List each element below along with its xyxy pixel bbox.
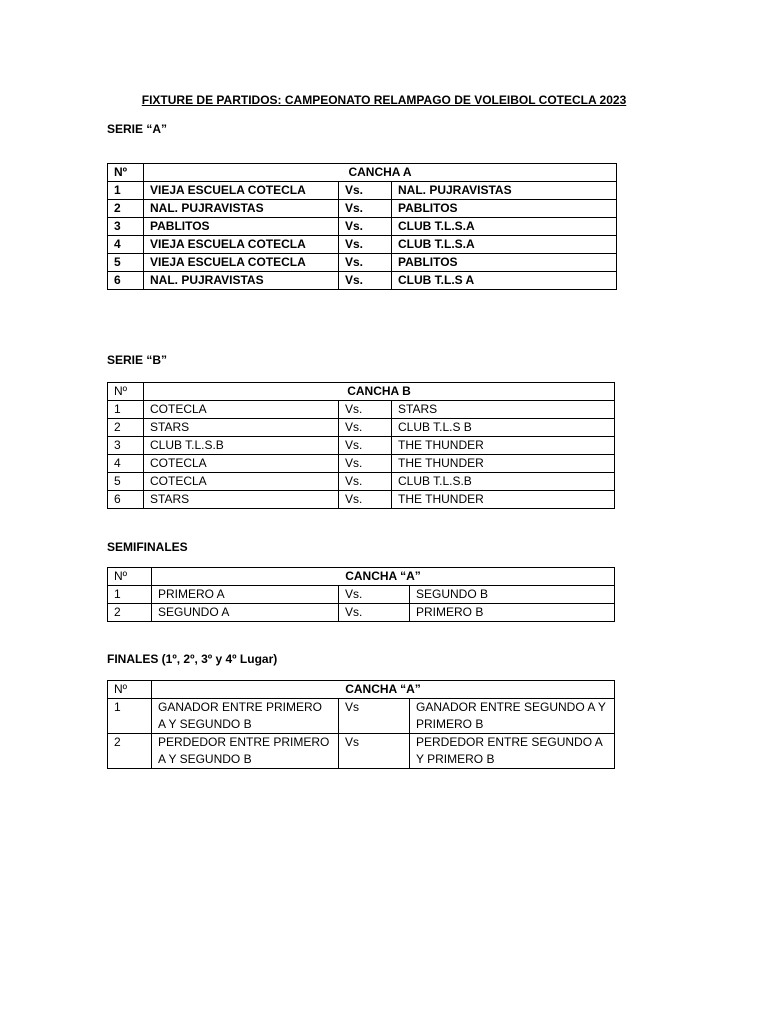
court-header: CANCHA “A” bbox=[152, 568, 615, 586]
away-team: CLUB T.L.S B bbox=[392, 419, 615, 437]
court-header: CANCHA B bbox=[144, 383, 615, 401]
home-team: COTECLA bbox=[144, 473, 339, 491]
away-team: GANADOR ENTRE SEGUNDO A Y PRIMERO B bbox=[410, 699, 615, 734]
away-team: SEGUNDO B bbox=[410, 586, 615, 604]
court-header: CANCHA A bbox=[144, 164, 617, 182]
home-team: NAL. PUJRAVISTAS bbox=[144, 200, 339, 218]
away-team: PABLITOS bbox=[392, 254, 617, 272]
home-team: PERDEDOR ENTRE PRIMERO A Y SEGUNDO B bbox=[152, 734, 339, 769]
table-row bbox=[108, 236, 617, 254]
serie-a-table bbox=[107, 163, 617, 290]
table-header-row bbox=[108, 164, 617, 182]
vs-label: Vs. bbox=[339, 455, 392, 473]
home-team: CLUB T.L.S.B bbox=[144, 437, 339, 455]
away-team: PERDEDOR ENTRE SEGUNDO A Y PRIMERO B bbox=[410, 734, 615, 769]
home-team: STARS bbox=[144, 491, 339, 509]
table-row bbox=[108, 218, 617, 236]
document-title: FIXTURE DE PARTIDOS: CAMPEONATO RELAMPAGO DE VOLEIBOL COTECLA 2023 bbox=[141, 93, 627, 107]
serie-b-heading: SERIE “B” bbox=[107, 353, 168, 367]
table-row bbox=[108, 182, 617, 200]
table-row bbox=[108, 455, 615, 473]
vs-label: Vs bbox=[339, 699, 410, 734]
match-number: 3 bbox=[108, 437, 144, 455]
finales-heading: FINALES (1º, 2º, 3º y 4º Lugar) bbox=[107, 652, 278, 666]
home-team: COTECLA bbox=[144, 455, 339, 473]
home-team: VIEJA ESCUELA COTECLA bbox=[144, 254, 339, 272]
vs-label: Vs. bbox=[339, 419, 392, 437]
match-number: 1 bbox=[108, 401, 144, 419]
match-number: 4 bbox=[108, 236, 144, 254]
home-team: COTECLA bbox=[144, 401, 339, 419]
table-header-row bbox=[108, 383, 615, 401]
away-team: CLUB T.L.S.A bbox=[392, 218, 617, 236]
table-row bbox=[108, 586, 615, 604]
vs-label: Vs. bbox=[339, 200, 392, 218]
match-number: 4 bbox=[108, 455, 144, 473]
match-number: 1 bbox=[108, 182, 144, 200]
home-team: PABLITOS bbox=[144, 218, 339, 236]
table-header-row bbox=[108, 681, 615, 699]
match-number: 6 bbox=[108, 272, 144, 290]
match-number: 2 bbox=[108, 419, 144, 437]
home-team: SEGUNDO A bbox=[152, 604, 339, 622]
home-team: GANADOR ENTRE PRIMERO A Y SEGUNDO B bbox=[152, 699, 339, 734]
vs-label: Vs. bbox=[339, 401, 392, 419]
home-team: NAL. PUJRAVISTAS bbox=[144, 272, 339, 290]
table-row bbox=[108, 604, 615, 622]
col-no-header: Nº bbox=[108, 164, 144, 182]
home-team: STARS bbox=[144, 419, 339, 437]
table-row bbox=[108, 401, 615, 419]
match-number: 3 bbox=[108, 218, 144, 236]
away-team: CLUB T.L.S.A bbox=[392, 236, 617, 254]
table-row bbox=[108, 200, 617, 218]
finales-table bbox=[107, 680, 615, 769]
match-number: 1 bbox=[108, 586, 152, 604]
table-row bbox=[108, 473, 615, 491]
col-no-header: Nº bbox=[108, 383, 144, 401]
vs-label: Vs. bbox=[339, 236, 392, 254]
away-team: PABLITOS bbox=[392, 200, 617, 218]
away-team: PRIMERO B bbox=[410, 604, 615, 622]
vs-label: Vs. bbox=[339, 473, 392, 491]
match-number: 2 bbox=[108, 604, 152, 622]
away-team: NAL. PUJRAVISTAS bbox=[392, 182, 617, 200]
table-row bbox=[108, 419, 615, 437]
away-team: CLUB T.L.S A bbox=[392, 272, 617, 290]
serie-b-table bbox=[107, 382, 615, 509]
vs-label: Vs. bbox=[339, 437, 392, 455]
semifinales-heading: SEMIFINALES bbox=[107, 540, 188, 554]
table-row bbox=[108, 437, 615, 455]
home-team: VIEJA ESCUELA COTECLA bbox=[144, 182, 339, 200]
match-number: 5 bbox=[108, 473, 144, 491]
vs-label: Vs. bbox=[339, 586, 410, 604]
table-row bbox=[108, 699, 615, 734]
home-team: VIEJA ESCUELA COTECLA bbox=[144, 236, 339, 254]
vs-label: Vs. bbox=[339, 604, 410, 622]
match-number: 2 bbox=[108, 734, 152, 769]
col-no-header: Nº bbox=[108, 681, 152, 699]
home-team: PRIMERO A bbox=[152, 586, 339, 604]
table-row bbox=[108, 272, 617, 290]
vs-label: Vs. bbox=[339, 491, 392, 509]
away-team: THE THUNDER bbox=[392, 491, 615, 509]
serie-a-heading: SERIE “A” bbox=[107, 122, 168, 136]
table-row bbox=[108, 491, 615, 509]
vs-label: Vs bbox=[339, 734, 410, 769]
match-number: 1 bbox=[108, 699, 152, 734]
away-team: CLUB T.L.S.B bbox=[392, 473, 615, 491]
vs-label: Vs. bbox=[339, 254, 392, 272]
away-team: STARS bbox=[392, 401, 615, 419]
table-header-row bbox=[108, 568, 615, 586]
table-row bbox=[108, 734, 615, 769]
table-row bbox=[108, 254, 617, 272]
vs-label: Vs. bbox=[339, 218, 392, 236]
match-number: 5 bbox=[108, 254, 144, 272]
away-team: THE THUNDER bbox=[392, 455, 615, 473]
court-header: CANCHA “A” bbox=[152, 681, 615, 699]
semifinales-table bbox=[107, 567, 615, 622]
vs-label: Vs. bbox=[339, 182, 392, 200]
col-no-header: Nº bbox=[108, 568, 152, 586]
vs-label: Vs. bbox=[339, 272, 392, 290]
match-number: 6 bbox=[108, 491, 144, 509]
away-team: THE THUNDER bbox=[392, 437, 615, 455]
match-number: 2 bbox=[108, 200, 144, 218]
